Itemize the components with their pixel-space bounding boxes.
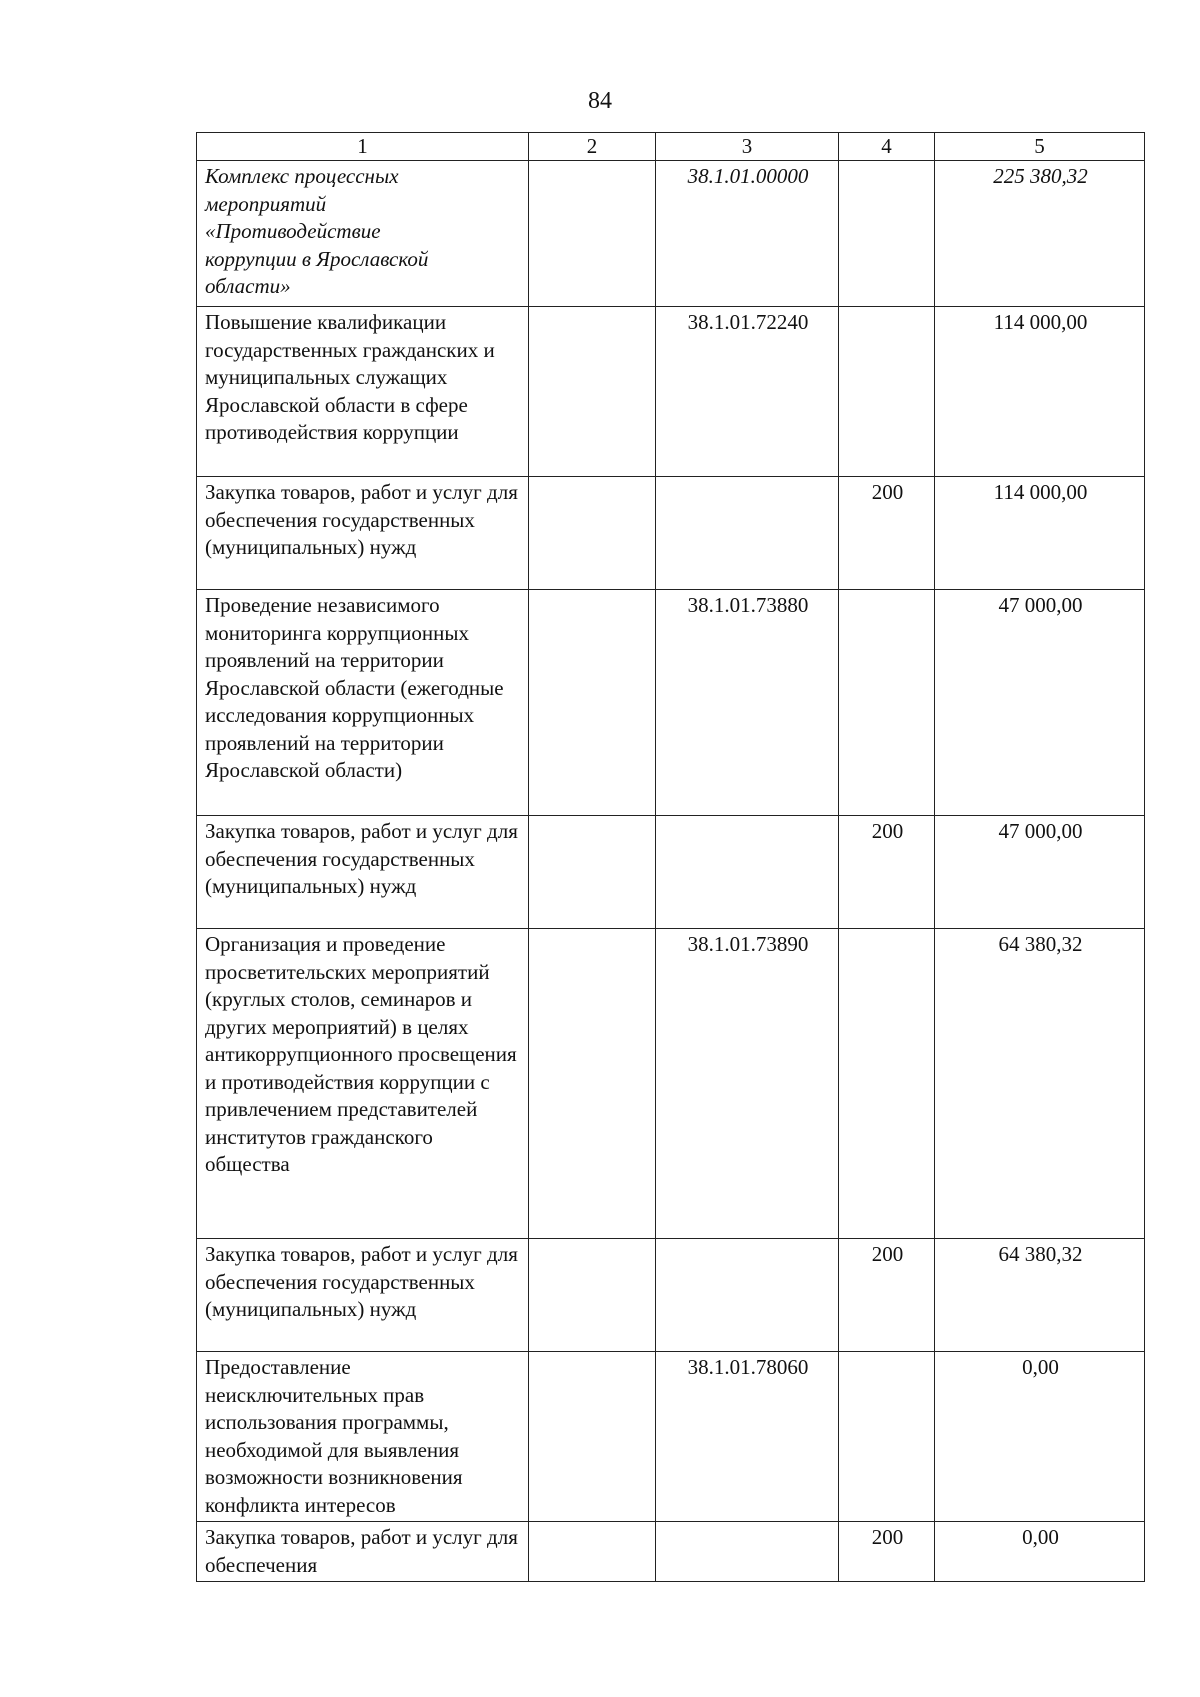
row-code: 38.1.01.00000 xyxy=(656,161,839,307)
row-amount: 114 000,00 xyxy=(935,477,1145,590)
table-row xyxy=(197,1352,1145,1522)
row-amount: 64 380,32 xyxy=(935,929,1145,1239)
row-amount: 225 380,32 xyxy=(935,161,1145,307)
row-expense-type xyxy=(839,929,935,1239)
row-amount: 47 000,00 xyxy=(935,816,1145,929)
row-name: Закупка товаров, работ и услуг для обеспечения xyxy=(197,1522,529,1582)
row-col2 xyxy=(529,477,656,590)
row-col2 xyxy=(529,1239,656,1352)
row-col2 xyxy=(529,929,656,1239)
row-col2 xyxy=(529,590,656,816)
header-col-3: 3 xyxy=(656,133,839,161)
row-col2 xyxy=(529,1352,656,1522)
row-code xyxy=(656,1522,839,1582)
row-amount: 0,00 xyxy=(935,1522,1145,1582)
row-name: Проведение независимого мониторинга коррупционных проявлений на территории Ярославской области (ежегодные исследования коррупционных проявлений на территории Ярославской области) xyxy=(197,590,529,816)
row-col2 xyxy=(529,816,656,929)
page-number: 84 xyxy=(588,88,612,114)
table-row xyxy=(197,1522,1145,1582)
row-code: 38.1.01.73880 xyxy=(656,590,839,816)
row-expense-type xyxy=(839,307,935,477)
row-code xyxy=(656,816,839,929)
row-name: Организация и проведение просветительских мероприятий (круглых столов, семинаров и других мероприятий) в целях антикоррупционного просвещения и противодействия коррупции с привлечением представителей институтов гражданского общества xyxy=(197,929,529,1239)
row-expense-type: 200 xyxy=(839,1239,935,1352)
row-amount: 114 000,00 xyxy=(935,307,1145,477)
header-col-2: 2 xyxy=(529,133,656,161)
budget-table xyxy=(196,132,1145,1582)
row-code: 38.1.01.78060 xyxy=(656,1352,839,1522)
header-col-4: 4 xyxy=(839,133,935,161)
row-expense-type: 200 xyxy=(839,1522,935,1582)
row-name: Закупка товаров, работ и услуг для обеспечения государственных (муниципальных) нужд xyxy=(197,1239,529,1352)
table-row xyxy=(197,307,1145,477)
row-col2 xyxy=(529,1522,656,1582)
row-name: Комплекс процессных мероприятий «Противодействие коррупции в Ярославской области» xyxy=(197,161,529,307)
row-col2 xyxy=(529,161,656,307)
table-row xyxy=(197,929,1145,1239)
row-amount: 64 380,32 xyxy=(935,1239,1145,1352)
row-amount: 47 000,00 xyxy=(935,590,1145,816)
table-row xyxy=(197,477,1145,590)
table-row xyxy=(197,1239,1145,1352)
row-code xyxy=(656,1239,839,1352)
row-name: Закупка товаров, работ и услуг для обеспечения государственных (муниципальных) нужд xyxy=(197,477,529,590)
row-expense-type xyxy=(839,161,935,307)
table-row xyxy=(197,590,1145,816)
row-amount: 0,00 xyxy=(935,1352,1145,1522)
row-name: Предоставление неисключительных прав использования программы, необходимой для выявления возможности возникновения конфликта интересов xyxy=(197,1352,529,1522)
row-expense-type xyxy=(839,590,935,816)
row-code: 38.1.01.72240 xyxy=(656,307,839,477)
header-col-1: 1 xyxy=(197,133,529,161)
header-col-5: 5 xyxy=(935,133,1145,161)
row-code: 38.1.01.73890 xyxy=(656,929,839,1239)
row-name: Повышение квалификации государственных гражданских и муниципальных служащих Ярославской области в сфере противодействия коррупции xyxy=(197,307,529,477)
row-expense-type: 200 xyxy=(839,477,935,590)
table-row xyxy=(197,816,1145,929)
table-row xyxy=(197,161,1145,307)
table-header-row xyxy=(197,133,1145,161)
row-col2 xyxy=(529,307,656,477)
row-name: Закупка товаров, работ и услуг для обеспечения государственных (муниципальных) нужд xyxy=(197,816,529,929)
row-expense-type xyxy=(839,1352,935,1522)
row-code xyxy=(656,477,839,590)
row-expense-type: 200 xyxy=(839,816,935,929)
